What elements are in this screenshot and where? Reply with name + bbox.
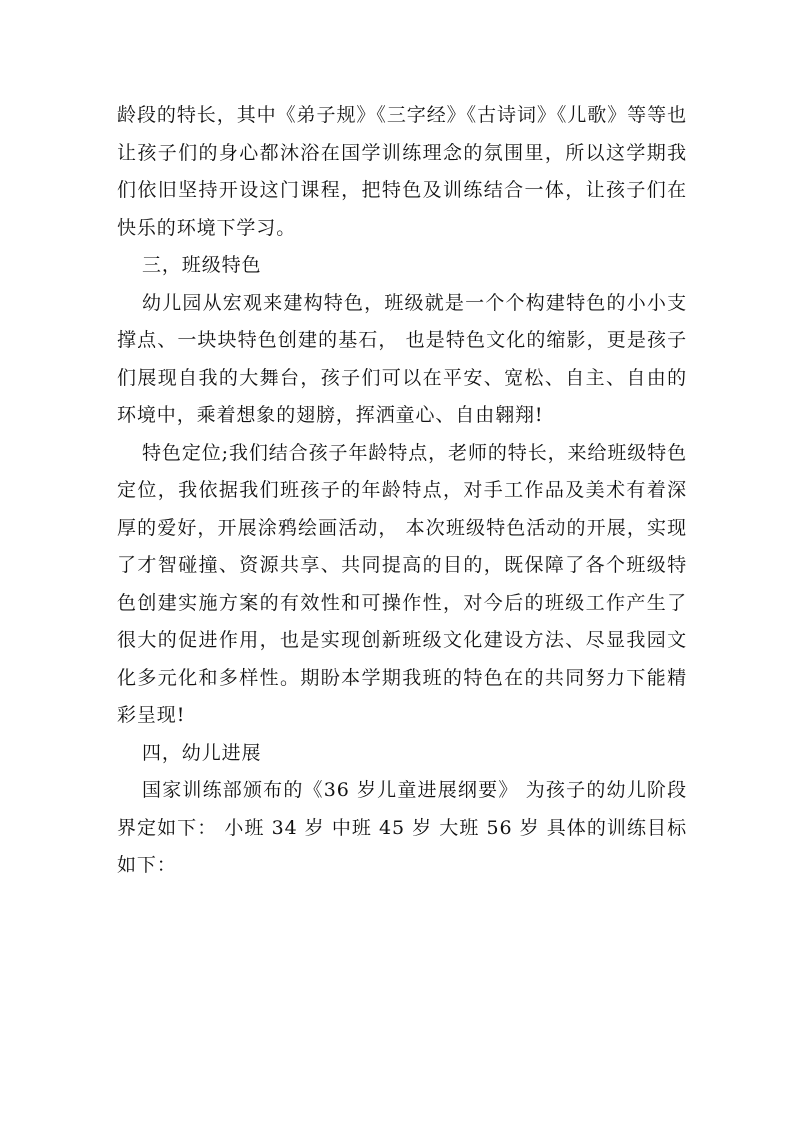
- document-body: [117, 97, 687, 885]
- paragraph-child-development: 国家训练部颁布的《36 岁儿童进展纲要》 为孩子的幼儿阶段界定如下： 小班 34 岁 中班 45 岁 大班 56 岁 具体的训练目标如下：: [117, 779, 687, 876]
- paragraph-class-features: 幼儿园从宏观来建构特色，班级就是一个个构建特色的小小支撑点、一块块特色创建的基石， 也是特色文化的缩影，更是孩子们展现自我的大舞台，孩子们可以在平安、宽松、自主、自由的环境中，乘着想象的翅膀，挥洒童心、自由翱翔!: [117, 291, 687, 426]
- paragraph-feature-positioning: 特色定位;我们结合孩子年龄特点，老师的特长，来给班级特色定位，我依据我们班孩子的年龄特点，对手工作品及美术有着深厚的爱好，开展涂鸦绘画活动， 本次班级特色活动的开展，实现了才智碰撞、资源共享、共同提高的目的，既保障了各个班级特色创建实施方案的有效性和可操作性，对今后的班级工作产生了很大的促进作用，也是实现创新班级文化建设方法、尽显我园文化多元化和多样性。期盼本学期我班的特色在的共同努力下能精彩呈现!: [117, 441, 687, 726]
- section-heading-class-features: 三，班级特色: [142, 254, 262, 276]
- section-heading-child-development: 四，幼儿进展: [142, 741, 262, 764]
- paragraph-intro-continuation: 龄段的特长，其中《弟子规》《三字经》《古诗词》《儿歌》等等也让孩子们的身心都沐浴在国学训练理念的氛围里，所以这学期我们依旧坚持开设这门课程，把特色及训练结合一体，让孩子们在快乐的环境下学习。: [117, 104, 687, 239]
